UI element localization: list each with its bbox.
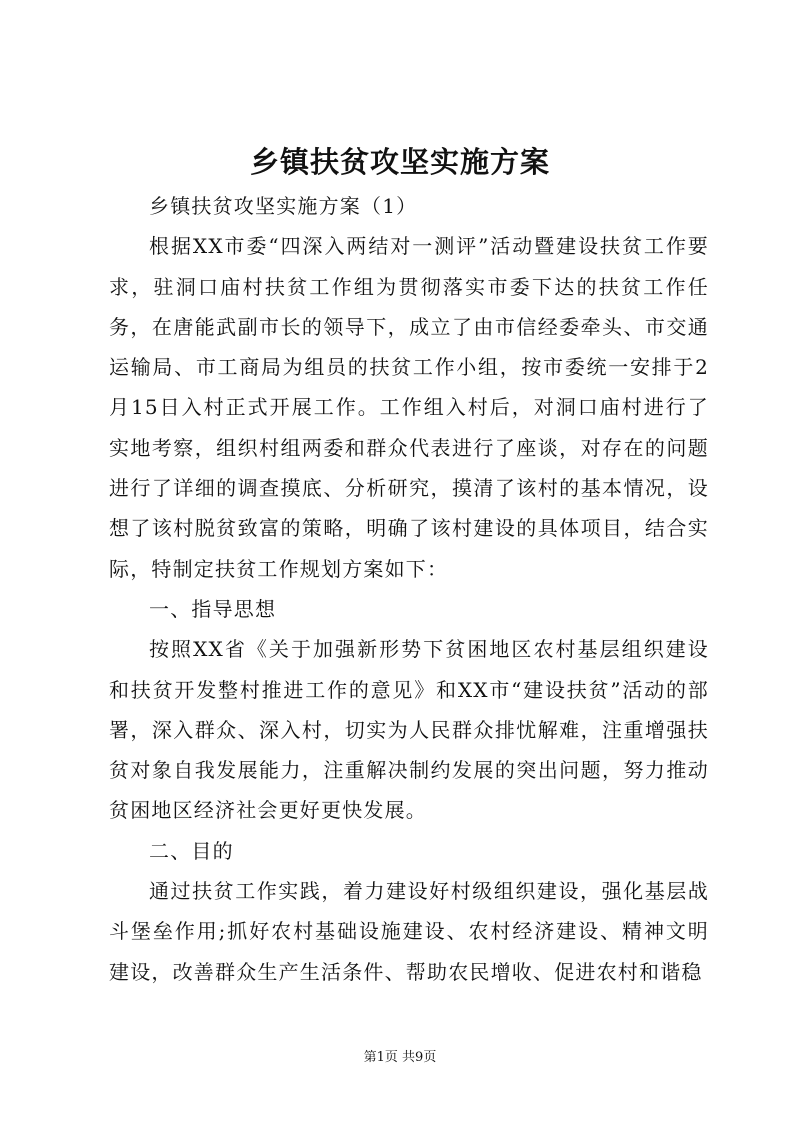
paragraph-intro: 根据XX市委“四深入两结对一测评”活动暨建设扶贫工作要求，驻洞口庙村扶贫工作组为贯彻落实市委下达的扶贫工作任务，在唐能武副市长的领导下，成立了由市信经委牵头、市交通运输局、市工商局为组员的扶贫工作小组，按市委统一安排于2月15日入村正式开展工作。工作组入村后，对洞口庙村进行了实地考察，组织村组两委和群众代表进行了座谈，对存在的问题进行了详细的调查摸底、分析研究，摸清了该村的基本情况，设想了该村脱贫致富的策略，明确了该村建设的具体项目，结合实际，特制定扶贫工作规划方案如下： <box>109 234 709 581</box>
paragraph-purpose: 通过扶贫工作实践，着力建设好村级组织建设，强化基层战斗堡垒作用;抓好农村基础设施建设、农村经济建设、精神文明建设，改善群众生产生活条件、帮助农民增收、促进农村和谐稳 <box>109 879 709 984</box>
section-heading-purpose: 二、目的 <box>149 838 234 863</box>
paragraph-subtitle: 乡镇扶贫攻坚实施方案（1） <box>149 194 418 218</box>
document-title: 乡镇扶贫攻坚实施方案 <box>249 145 550 179</box>
section-heading-guiding-ideology: 一、指导思想 <box>149 596 277 621</box>
document-body <box>109 186 709 992</box>
page-number-footer: 第1页 共9页 <box>363 1050 437 1065</box>
paragraph-guiding-ideology: 按照XX省《关于加强新形势下贫困地区农村基层组织建设和扶贫开发整村推进工作的意见》和XX市“建设扶贫”活动的部署，深入群众、深入村，切实为人民群众排忧解难，注重增强扶贫对象自我发展能力，注重解决制约发展的突出问题，努力推动贫困地区经济社会更好更快发展。 <box>109 637 709 823</box>
